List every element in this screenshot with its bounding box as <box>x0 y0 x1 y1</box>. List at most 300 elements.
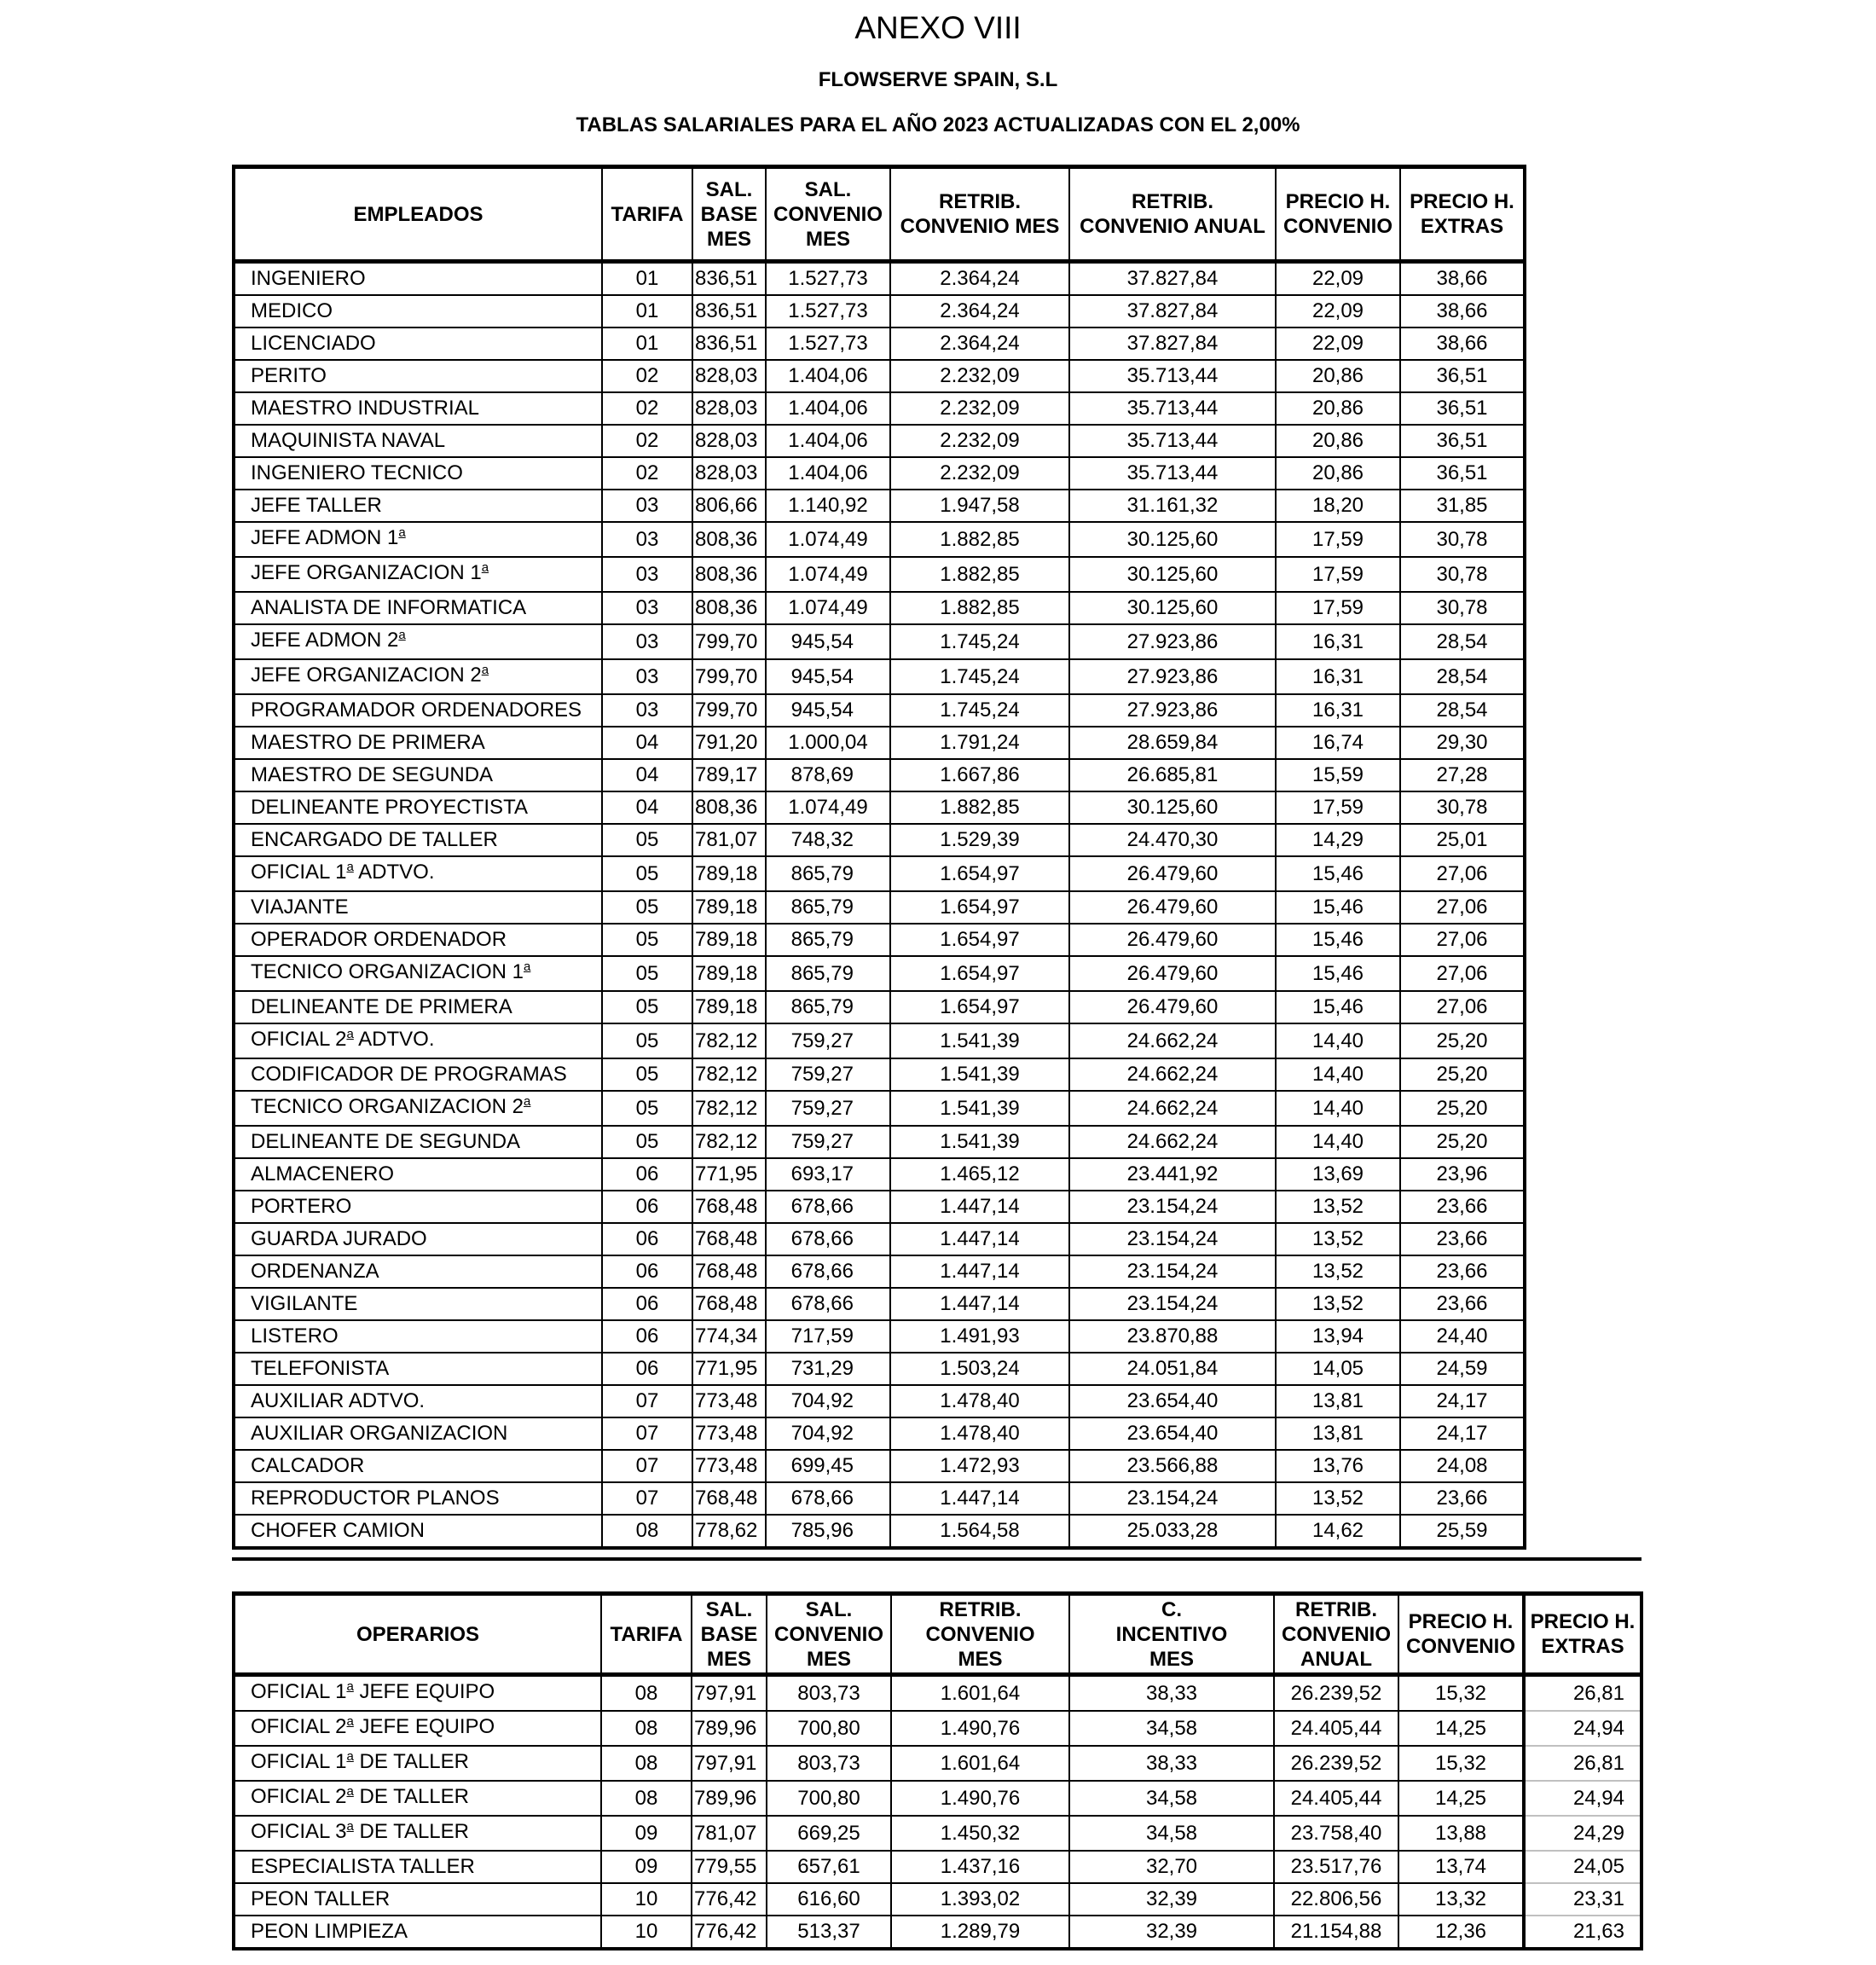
cell-sal-convenio-mes: 669,25 <box>767 1816 891 1851</box>
cell-precio-h-convenio: 16,31 <box>1276 624 1400 659</box>
cell-sal-base-mes: 806,66 <box>692 490 766 522</box>
cell-empleados: CODIFICADOR DE PROGRAMAS <box>234 1058 602 1091</box>
cell-retrib-convenio-mes: 1.447,14 <box>890 1482 1069 1515</box>
cell-retrib-convenio-mes: 1.947,58 <box>890 490 1069 522</box>
cell-retrib-convenio-anual: 27.923,86 <box>1069 659 1276 694</box>
table-row <box>234 1851 1642 1883</box>
cell-sal-convenio-mes: 1.404,06 <box>766 425 890 457</box>
cell-precio-h-convenio: 22,09 <box>1276 328 1400 360</box>
cell-precio-h-extras: 24,59 <box>1400 1353 1525 1385</box>
cell-sal-convenio-mes: 717,59 <box>766 1320 890 1353</box>
table-row <box>234 1675 1642 1712</box>
cell-tarifa: 07 <box>602 1417 692 1450</box>
cell-tarifa: 08 <box>601 1711 692 1746</box>
cell-precio-h-extras: 38,66 <box>1400 295 1525 328</box>
cell-sal-base-mes: 828,03 <box>692 457 766 490</box>
cell-operarios: OFICIAL 2$^a$ DE TALLER <box>234 1781 601 1816</box>
cell-precio-h-extras: 23,66 <box>1400 1482 1525 1515</box>
cell-precio-h-extras: 29,30 <box>1400 727 1525 759</box>
cell-tarifa: 05 <box>602 1058 692 1091</box>
cell-retrib-convenio-anual: 24.405,44 <box>1274 1781 1398 1816</box>
cell-retrib-convenio-mes: 1.465,12 <box>890 1158 1069 1191</box>
cell-retrib-convenio-mes: 1.491,93 <box>890 1320 1069 1353</box>
table-row <box>234 1482 1525 1515</box>
cell-sal-convenio-mes: 678,66 <box>766 1482 890 1515</box>
cell-retrib-convenio-mes: 1.447,14 <box>890 1223 1069 1255</box>
cell-empleados: DELINEANTE DE SEGUNDA <box>234 1126 602 1158</box>
ordinal-indicator: a <box>398 525 406 540</box>
table-row <box>234 1353 1525 1385</box>
cell-sal-base-mes: 773,48 <box>692 1450 766 1482</box>
cell-retrib-convenio-mes: 1.503,24 <box>890 1353 1069 1385</box>
cell-tarifa: 06 <box>602 1255 692 1288</box>
cell-retrib-convenio-anual: 23.566,88 <box>1069 1450 1276 1482</box>
cell-retrib-convenio-anual: 23.154,24 <box>1069 1288 1276 1320</box>
cell-sal-convenio-mes: 616,60 <box>767 1883 891 1916</box>
cell-sal-base-mes: 776,42 <box>692 1916 767 1949</box>
cell-empleados: AUXILIAR ORGANIZACION <box>234 1417 602 1450</box>
table-row <box>234 1288 1525 1320</box>
cell-sal-base-mes: 768,48 <box>692 1255 766 1288</box>
cell-precio-h-convenio: 13,81 <box>1276 1385 1400 1417</box>
cell-retrib-convenio-mes: 1.745,24 <box>890 659 1069 694</box>
cell-precio-h-extras: 27,28 <box>1400 759 1525 791</box>
cell-retrib-convenio-mes: 1.654,97 <box>890 991 1069 1023</box>
cell-precio-h-extras: 30,78 <box>1400 791 1525 824</box>
cell-retrib-convenio-anual: 37.827,84 <box>1069 262 1276 296</box>
cell-precio-h-extras: 36,51 <box>1400 360 1525 392</box>
ordinal-indicator: a <box>346 1679 354 1694</box>
cell-precio-h-convenio: 15,46 <box>1276 891 1400 924</box>
cell-tarifa: 08 <box>601 1675 692 1712</box>
cell-precio-h-convenio: 20,86 <box>1276 425 1400 457</box>
cell-precio-h-extras: 25,20 <box>1400 1091 1525 1126</box>
column-header-empleados: EMPLEADOS <box>234 167 602 262</box>
cell-tarifa: 09 <box>601 1816 692 1851</box>
cell-precio-h-extras: 24,08 <box>1400 1450 1525 1482</box>
cell-precio-h-extras: 27,06 <box>1400 856 1525 891</box>
cell-empleados: AUXILIAR ADTVO. <box>234 1385 602 1417</box>
cell-precio-h-convenio: 17,59 <box>1276 791 1400 824</box>
cell-precio-h-convenio: 14,05 <box>1276 1353 1400 1385</box>
cell-empleados: JEFE ADMON 1$^a$ <box>234 522 602 557</box>
cell-precio-h-extras: 27,06 <box>1400 956 1525 991</box>
table-row <box>234 1746 1642 1781</box>
column-header-precio-h-convenio: PRECIO H. CONVENIO <box>1398 1594 1524 1675</box>
cell-retrib-convenio-mes: 1.654,97 <box>890 924 1069 956</box>
cell-sal-base-mes: 797,91 <box>692 1675 767 1712</box>
cell-retrib-convenio-anual: 23.517,76 <box>1274 1851 1398 1883</box>
cell-retrib-convenio-anual: 21.154,88 <box>1274 1916 1398 1949</box>
company-name: FLOWSERVE SPAIN, S.L <box>818 68 1058 91</box>
cell-tarifa: 10 <box>601 1916 692 1949</box>
cell-precio-h-convenio: 22,09 <box>1276 295 1400 328</box>
cell-precio-h-extras: 25,20 <box>1400 1058 1525 1091</box>
cell-retrib-convenio-mes: 2.232,09 <box>890 457 1069 490</box>
cell-sal-base-mes: 789,18 <box>692 991 766 1023</box>
cell-retrib-convenio-mes: 1.447,14 <box>890 1255 1069 1288</box>
cell-precio-h-convenio: 16,31 <box>1276 694 1400 727</box>
cell-precio-h-convenio: 16,31 <box>1276 659 1400 694</box>
cell-sal-convenio-mes: 878,69 <box>766 759 890 791</box>
cell-precio-h-extras: 25,01 <box>1400 824 1525 856</box>
column-header-operarios: OPERARIOS <box>234 1594 601 1675</box>
cell-precio-h-extras: 24,17 <box>1400 1385 1525 1417</box>
cell-empleados: ALMACENERO <box>234 1158 602 1191</box>
cell-empleados: JEFE ADMON 2$^a$ <box>234 624 602 659</box>
cell-retrib-convenio-anual: 22.806,56 <box>1274 1883 1398 1916</box>
cell-tarifa: 07 <box>602 1450 692 1482</box>
cell-retrib-convenio-anual: 24.405,44 <box>1274 1711 1398 1746</box>
ordinal-indicator: a <box>346 1714 354 1729</box>
ordinal-indicator: a <box>346 1027 354 1041</box>
column-header-sal-convenio-mes: SAL. CONVENIO MES <box>766 167 890 262</box>
cell-tarifa: 06 <box>602 1191 692 1223</box>
cell-sal-convenio-mes: 657,61 <box>767 1851 891 1883</box>
ordinal-indicator: a <box>481 560 489 575</box>
cell-sal-base-mes: 789,96 <box>692 1781 767 1816</box>
cell-sal-base-mes: 808,36 <box>692 557 766 592</box>
cell-retrib-convenio-mes: 2.232,09 <box>890 425 1069 457</box>
column-header-precio-h-extras: PRECIO H. EXTRAS <box>1400 167 1525 262</box>
cell-retrib-convenio-mes: 2.232,09 <box>890 360 1069 392</box>
cell-empleados: INGENIERO TECNICO <box>234 457 602 490</box>
cell-empleados: REPRODUCTOR PLANOS <box>234 1482 602 1515</box>
cell-precio-h-convenio: 17,59 <box>1276 592 1400 624</box>
cell-sal-convenio-mes: 1.527,73 <box>766 262 890 296</box>
table-row <box>234 1091 1525 1126</box>
cell-sal-base-mes: 789,96 <box>692 1711 767 1746</box>
table-row <box>234 1385 1525 1417</box>
cell-sal-convenio-mes: 1.404,06 <box>766 457 890 490</box>
cell-tarifa: 04 <box>602 759 692 791</box>
cell-sal-base-mes: 799,70 <box>692 624 766 659</box>
ordinal-indicator: a <box>524 1094 531 1109</box>
cell-precio-h-extras: 30,78 <box>1400 522 1525 557</box>
table-row <box>234 1816 1642 1851</box>
cell-precio-h-convenio: 15,46 <box>1276 924 1400 956</box>
column-header-retrib-convenio-mes: RETRIB. CONVENIO MES <box>891 1594 1069 1675</box>
cell-retrib-convenio-mes: 1.447,14 <box>890 1288 1069 1320</box>
cell-tarifa: 05 <box>602 956 692 991</box>
table-row <box>234 490 1525 522</box>
cell-empleados: GUARDA JURADO <box>234 1223 602 1255</box>
cell-precio-h-convenio: 14,40 <box>1276 1058 1400 1091</box>
cell-tarifa: 07 <box>602 1482 692 1515</box>
cell-tarifa: 01 <box>602 328 692 360</box>
cell-retrib-convenio-anual: 35.713,44 <box>1069 360 1276 392</box>
cell-sal-convenio-mes: 693,17 <box>766 1158 890 1191</box>
cell-precio-h-convenio: 13,94 <box>1276 1320 1400 1353</box>
table-row <box>234 1417 1525 1450</box>
cell-sal-base-mes: 781,07 <box>692 1816 767 1851</box>
cell-retrib-convenio-mes: 1.654,97 <box>890 891 1069 924</box>
cell-retrib-convenio-anual: 24.662,24 <box>1069 1023 1276 1058</box>
cell-sal-base-mes: 828,03 <box>692 425 766 457</box>
cell-tarifa: 02 <box>602 392 692 425</box>
cell-operarios: PEON TALLER <box>234 1883 601 1916</box>
cell-retrib-convenio-mes: 1.882,85 <box>890 522 1069 557</box>
cell-precio-h-convenio: 18,20 <box>1276 490 1400 522</box>
cell-empleados: TECNICO ORGANIZACION 2$^a$ <box>234 1091 602 1126</box>
cell-sal-base-mes: 791,20 <box>692 727 766 759</box>
cell-empleados: DELINEANTE PROYECTISTA <box>234 791 602 824</box>
cell-retrib-convenio-anual: 31.161,32 <box>1069 490 1276 522</box>
cell-sal-convenio-mes: 945,54 <box>766 694 890 727</box>
cell-precio-h-extras: 24,29 <box>1524 1816 1642 1851</box>
cell-retrib-convenio-anual: 26.479,60 <box>1069 891 1276 924</box>
column-header-c-incentivo-mes: C. INCENTIVO MES <box>1069 1594 1274 1675</box>
cell-sal-base-mes: 789,18 <box>692 856 766 891</box>
cell-retrib-convenio-mes: 2.364,24 <box>890 295 1069 328</box>
cell-precio-h-extras: 28,54 <box>1400 624 1525 659</box>
cell-retrib-convenio-anual: 23.654,40 <box>1069 1385 1276 1417</box>
cell-sal-base-mes: 776,42 <box>692 1883 767 1916</box>
table-row <box>234 425 1525 457</box>
cell-sal-convenio-mes: 1.000,04 <box>766 727 890 759</box>
cell-tarifa: 05 <box>602 856 692 891</box>
cell-tarifa: 01 <box>602 295 692 328</box>
cell-empleados: VIGILANTE <box>234 1288 602 1320</box>
cell-sal-convenio-mes: 704,92 <box>766 1385 890 1417</box>
cell-retrib-convenio-anual: 23.870,88 <box>1069 1320 1276 1353</box>
cell-empleados: MAESTRO INDUSTRIAL <box>234 392 602 425</box>
table-row <box>234 392 1525 425</box>
table-row <box>234 924 1525 956</box>
cell-sal-convenio-mes: 759,27 <box>766 1023 890 1058</box>
table-row <box>234 592 1525 624</box>
cell-retrib-convenio-anual: 27.923,86 <box>1069 624 1276 659</box>
cell-sal-base-mes: 768,48 <box>692 1288 766 1320</box>
cell-empleados: MAQUINISTA NAVAL <box>234 425 602 457</box>
cell-empleados: OPERADOR ORDENADOR <box>234 924 602 956</box>
table-row <box>234 360 1525 392</box>
cell-sal-base-mes: 808,36 <box>692 791 766 824</box>
cell-retrib-convenio-anual: 28.659,84 <box>1069 727 1276 759</box>
cell-precio-h-extras: 28,54 <box>1400 694 1525 727</box>
cell-tarifa: 02 <box>602 425 692 457</box>
cell-retrib-convenio-mes: 1.601,64 <box>891 1746 1069 1781</box>
cell-sal-convenio-mes: 945,54 <box>766 659 890 694</box>
cell-retrib-convenio-anual: 30.125,60 <box>1069 557 1276 592</box>
cell-sal-convenio-mes: 678,66 <box>766 1223 890 1255</box>
cell-sal-base-mes: 828,03 <box>692 392 766 425</box>
cell-empleados: ANALISTA DE INFORMATICA <box>234 592 602 624</box>
column-header-retrib-convenio-anual: RETRIB. CONVENIO ANUAL <box>1274 1594 1398 1675</box>
ordinal-indicator: a <box>346 1819 354 1834</box>
table-row <box>234 1023 1525 1058</box>
cell-retrib-convenio-anual: 26.685,81 <box>1069 759 1276 791</box>
cell-sal-convenio-mes: 700,80 <box>767 1711 891 1746</box>
column-header-precio-h-convenio: PRECIO H. CONVENIO <box>1276 167 1400 262</box>
cell-tarifa: 05 <box>602 891 692 924</box>
cell-retrib-convenio-anual: 37.827,84 <box>1069 328 1276 360</box>
cell-tarifa: 03 <box>602 490 692 522</box>
table-row <box>234 1711 1642 1746</box>
cell-sal-convenio-mes: 865,79 <box>766 856 890 891</box>
cell-precio-h-convenio: 14,25 <box>1398 1711 1524 1746</box>
cell-precio-h-extras: 25,20 <box>1400 1126 1525 1158</box>
cell-tarifa: 05 <box>602 1091 692 1126</box>
cell-sal-convenio-mes: 1.527,73 <box>766 328 890 360</box>
cell-retrib-convenio-mes: 1.393,02 <box>891 1883 1069 1916</box>
table-row <box>234 1781 1642 1816</box>
cell-retrib-convenio-mes: 1.447,14 <box>890 1191 1069 1223</box>
table-header-row <box>234 167 1525 262</box>
cell-precio-h-convenio: 13,52 <box>1276 1223 1400 1255</box>
cell-retrib-convenio-anual: 23.154,24 <box>1069 1191 1276 1223</box>
cell-retrib-convenio-anual: 25.033,28 <box>1069 1515 1276 1548</box>
cell-empleados: LISTERO <box>234 1320 602 1353</box>
cell-sal-convenio-mes: 704,92 <box>766 1417 890 1450</box>
column-header-sal-base-mes: SAL. BASE MES <box>692 1594 767 1675</box>
cell-precio-h-convenio: 13,52 <box>1276 1288 1400 1320</box>
cell-precio-h-convenio: 15,32 <box>1398 1675 1524 1712</box>
table-row <box>234 824 1525 856</box>
cell-precio-h-convenio: 13,52 <box>1276 1482 1400 1515</box>
cell-precio-h-convenio: 13,81 <box>1276 1417 1400 1450</box>
cell-precio-h-extras: 24,05 <box>1524 1851 1642 1883</box>
cell-retrib-convenio-mes: 1.882,85 <box>890 592 1069 624</box>
cell-retrib-convenio-mes: 1.490,76 <box>891 1711 1069 1746</box>
cell-sal-convenio-mes: 759,27 <box>766 1126 890 1158</box>
table-row <box>234 659 1525 694</box>
ordinal-indicator: a <box>346 1784 354 1799</box>
cell-empleados: PROGRAMADOR ORDENADORES <box>234 694 602 727</box>
cell-sal-base-mes: 782,12 <box>692 1023 766 1058</box>
cell-sal-convenio-mes: 1.074,49 <box>766 557 890 592</box>
cell-precio-h-convenio: 16,74 <box>1276 727 1400 759</box>
table-row <box>234 1515 1525 1548</box>
cell-sal-base-mes: 773,48 <box>692 1385 766 1417</box>
cell-tarifa: 06 <box>602 1288 692 1320</box>
cell-tarifa: 04 <box>602 727 692 759</box>
cell-retrib-convenio-mes: 1.478,40 <box>890 1417 1069 1450</box>
cell-retrib-convenio-anual: 26.239,52 <box>1274 1746 1398 1781</box>
cell-tarifa: 04 <box>602 791 692 824</box>
cell-retrib-convenio-mes: 1.541,39 <box>890 1126 1069 1158</box>
cell-c-incentivo-mes: 32,39 <box>1069 1883 1274 1916</box>
cell-c-incentivo-mes: 32,70 <box>1069 1851 1274 1883</box>
cell-tarifa: 06 <box>602 1223 692 1255</box>
cell-empleados: PORTERO <box>234 1191 602 1223</box>
cell-precio-h-convenio: 14,25 <box>1398 1781 1524 1816</box>
cell-precio-h-extras: 23,66 <box>1400 1288 1525 1320</box>
cell-precio-h-extras: 23,96 <box>1400 1158 1525 1191</box>
cell-sal-convenio-mes: 678,66 <box>766 1255 890 1288</box>
cell-operarios: OFICIAL 1$^a$ JEFE EQUIPO <box>234 1675 601 1712</box>
cell-retrib-convenio-anual: 26.479,60 <box>1069 924 1276 956</box>
cell-empleados: JEFE ORGANIZACION 1$^a$ <box>234 557 602 592</box>
cell-precio-h-extras: 25,59 <box>1400 1515 1525 1548</box>
cell-precio-h-convenio: 17,59 <box>1276 522 1400 557</box>
cell-precio-h-convenio: 20,86 <box>1276 360 1400 392</box>
cell-sal-base-mes: 773,48 <box>692 1417 766 1450</box>
cell-tarifa: 07 <box>602 1385 692 1417</box>
cell-sal-base-mes: 836,51 <box>692 328 766 360</box>
cell-precio-h-extras: 24,17 <box>1400 1417 1525 1450</box>
table-row <box>234 262 1525 296</box>
cell-tarifa: 06 <box>602 1353 692 1385</box>
cell-empleados: VIAJANTE <box>234 891 602 924</box>
cell-empleados: CALCADOR <box>234 1450 602 1482</box>
table-row <box>234 1126 1525 1158</box>
cell-precio-h-convenio: 14,62 <box>1276 1515 1400 1548</box>
cell-retrib-convenio-anual: 30.125,60 <box>1069 522 1276 557</box>
cell-retrib-convenio-mes: 2.364,24 <box>890 262 1069 296</box>
cell-empleados: MEDICO <box>234 295 602 328</box>
cell-retrib-convenio-anual: 23.441,92 <box>1069 1158 1276 1191</box>
cell-c-incentivo-mes: 34,58 <box>1069 1781 1274 1816</box>
cell-tarifa: 08 <box>601 1746 692 1781</box>
ordinal-indicator: a <box>346 1749 354 1764</box>
cell-precio-h-extras: 38,66 <box>1400 262 1525 296</box>
cell-precio-h-convenio: 14,40 <box>1276 1091 1400 1126</box>
table-row <box>234 457 1525 490</box>
cell-retrib-convenio-anual: 35.713,44 <box>1069 425 1276 457</box>
cell-operarios: ESPECIALISTA TALLER <box>234 1851 601 1883</box>
cell-precio-h-extras: 23,31 <box>1524 1883 1642 1916</box>
cell-retrib-convenio-anual: 26.239,52 <box>1274 1675 1398 1712</box>
cell-sal-base-mes: 768,48 <box>692 1482 766 1515</box>
cell-retrib-convenio-mes: 1.667,86 <box>890 759 1069 791</box>
cell-precio-h-extras: 30,78 <box>1400 557 1525 592</box>
cell-sal-convenio-mes: 865,79 <box>766 991 890 1023</box>
cell-empleados: MAESTRO DE SEGUNDA <box>234 759 602 791</box>
cell-sal-convenio-mes: 1.074,49 <box>766 592 890 624</box>
cell-operarios: OFICIAL 1$^a$ DE TALLER <box>234 1746 601 1781</box>
cell-tarifa: 05 <box>602 924 692 956</box>
cell-precio-h-convenio: 14,40 <box>1276 1023 1400 1058</box>
cell-sal-base-mes: 774,34 <box>692 1320 766 1353</box>
cell-empleados: LICENCIADO <box>234 328 602 360</box>
cell-retrib-convenio-anual: 30.125,60 <box>1069 592 1276 624</box>
cell-precio-h-extras: 26,81 <box>1524 1746 1642 1781</box>
table-row <box>234 295 1525 328</box>
cell-retrib-convenio-mes: 1.472,93 <box>890 1450 1069 1482</box>
cell-tarifa: 10 <box>601 1883 692 1916</box>
cell-tarifa: 05 <box>602 1126 692 1158</box>
cell-retrib-convenio-anual: 24.662,24 <box>1069 1126 1276 1158</box>
cell-sal-base-mes: 768,48 <box>692 1191 766 1223</box>
cell-retrib-convenio-anual: 24.662,24 <box>1069 1058 1276 1091</box>
cell-sal-convenio-mes: 1.404,06 <box>766 360 890 392</box>
cell-precio-h-convenio: 13,32 <box>1398 1883 1524 1916</box>
cell-precio-h-extras: 36,51 <box>1400 425 1525 457</box>
cell-sal-convenio-mes: 803,73 <box>767 1746 891 1781</box>
cell-sal-convenio-mes: 1.404,06 <box>766 392 890 425</box>
cell-sal-base-mes: 808,36 <box>692 592 766 624</box>
cell-precio-h-extras: 28,54 <box>1400 659 1525 694</box>
cell-retrib-convenio-anual: 26.479,60 <box>1069 956 1276 991</box>
cell-tarifa: 03 <box>602 522 692 557</box>
cell-empleados: OFICIAL 2$^a$ ADTVO. <box>234 1023 602 1058</box>
cell-retrib-convenio-mes: 1.745,24 <box>890 624 1069 659</box>
table-row <box>234 1255 1525 1288</box>
cell-precio-h-convenio: 15,59 <box>1276 759 1400 791</box>
cell-empleados: TECNICO ORGANIZACION 1$^a$ <box>234 956 602 991</box>
cell-sal-base-mes: 789,17 <box>692 759 766 791</box>
cell-tarifa: 06 <box>602 1320 692 1353</box>
cell-sal-base-mes: 782,12 <box>692 1126 766 1158</box>
cell-retrib-convenio-anual: 24.662,24 <box>1069 1091 1276 1126</box>
column-header-retrib-convenio-anual: RETRIB. CONVENIO ANUAL <box>1069 167 1276 262</box>
cell-sal-base-mes: 799,70 <box>692 694 766 727</box>
table-row <box>234 759 1525 791</box>
cell-retrib-convenio-anual: 35.713,44 <box>1069 457 1276 490</box>
annex-title: ANEXO VIII <box>854 10 1022 45</box>
cell-precio-h-convenio: 20,86 <box>1276 392 1400 425</box>
